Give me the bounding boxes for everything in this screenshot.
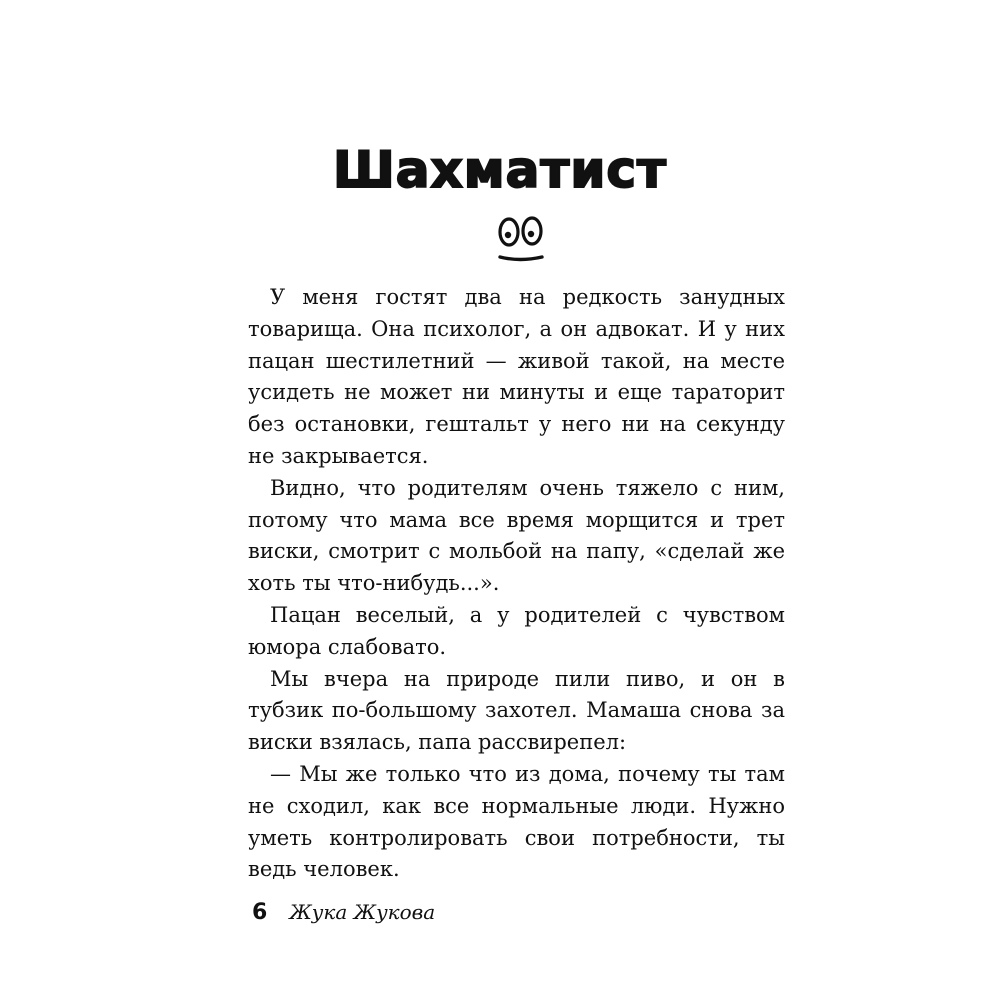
page-number: 6 xyxy=(252,900,268,925)
paragraph: — Мы же только что из дома, почему ты там не сходил, как все нормальные люди. Нужно уметь контролировать свои потребности, ты ведь человек. xyxy=(248,761,785,882)
paragraph: Мы вчера на природе пили пиво, и он в тубзик по-большому захотел. Мамаша снова за виски взялась, папа рассвирепел: xyxy=(248,666,785,755)
paragraph: У меня гостят два на редкость занудных товарища. Она психолог, а он адвокат. И у них пацан шестилетний — живой такой, на месте усидеть не может ни минуты и еще тараторит без остановки, гештальт у него ни на секунду не закрывается. xyxy=(248,285,785,468)
smiley-face-icon xyxy=(492,210,552,266)
paragraph: Видно, что родителям очень тяжело с ним, потому что мама все время морщится и трет виски, смотрит с мольбой на папу, «сделай же хоть ты что-нибудь...». xyxy=(248,475,785,596)
chapter-title: Шахматист xyxy=(333,141,667,199)
paragraph: Пацан веселый, а у родителей с чувством юмора слабовато. xyxy=(248,602,785,659)
chapter-body xyxy=(248,282,785,886)
page-footer xyxy=(252,900,435,940)
running-author: Жука Жукова xyxy=(289,900,436,924)
